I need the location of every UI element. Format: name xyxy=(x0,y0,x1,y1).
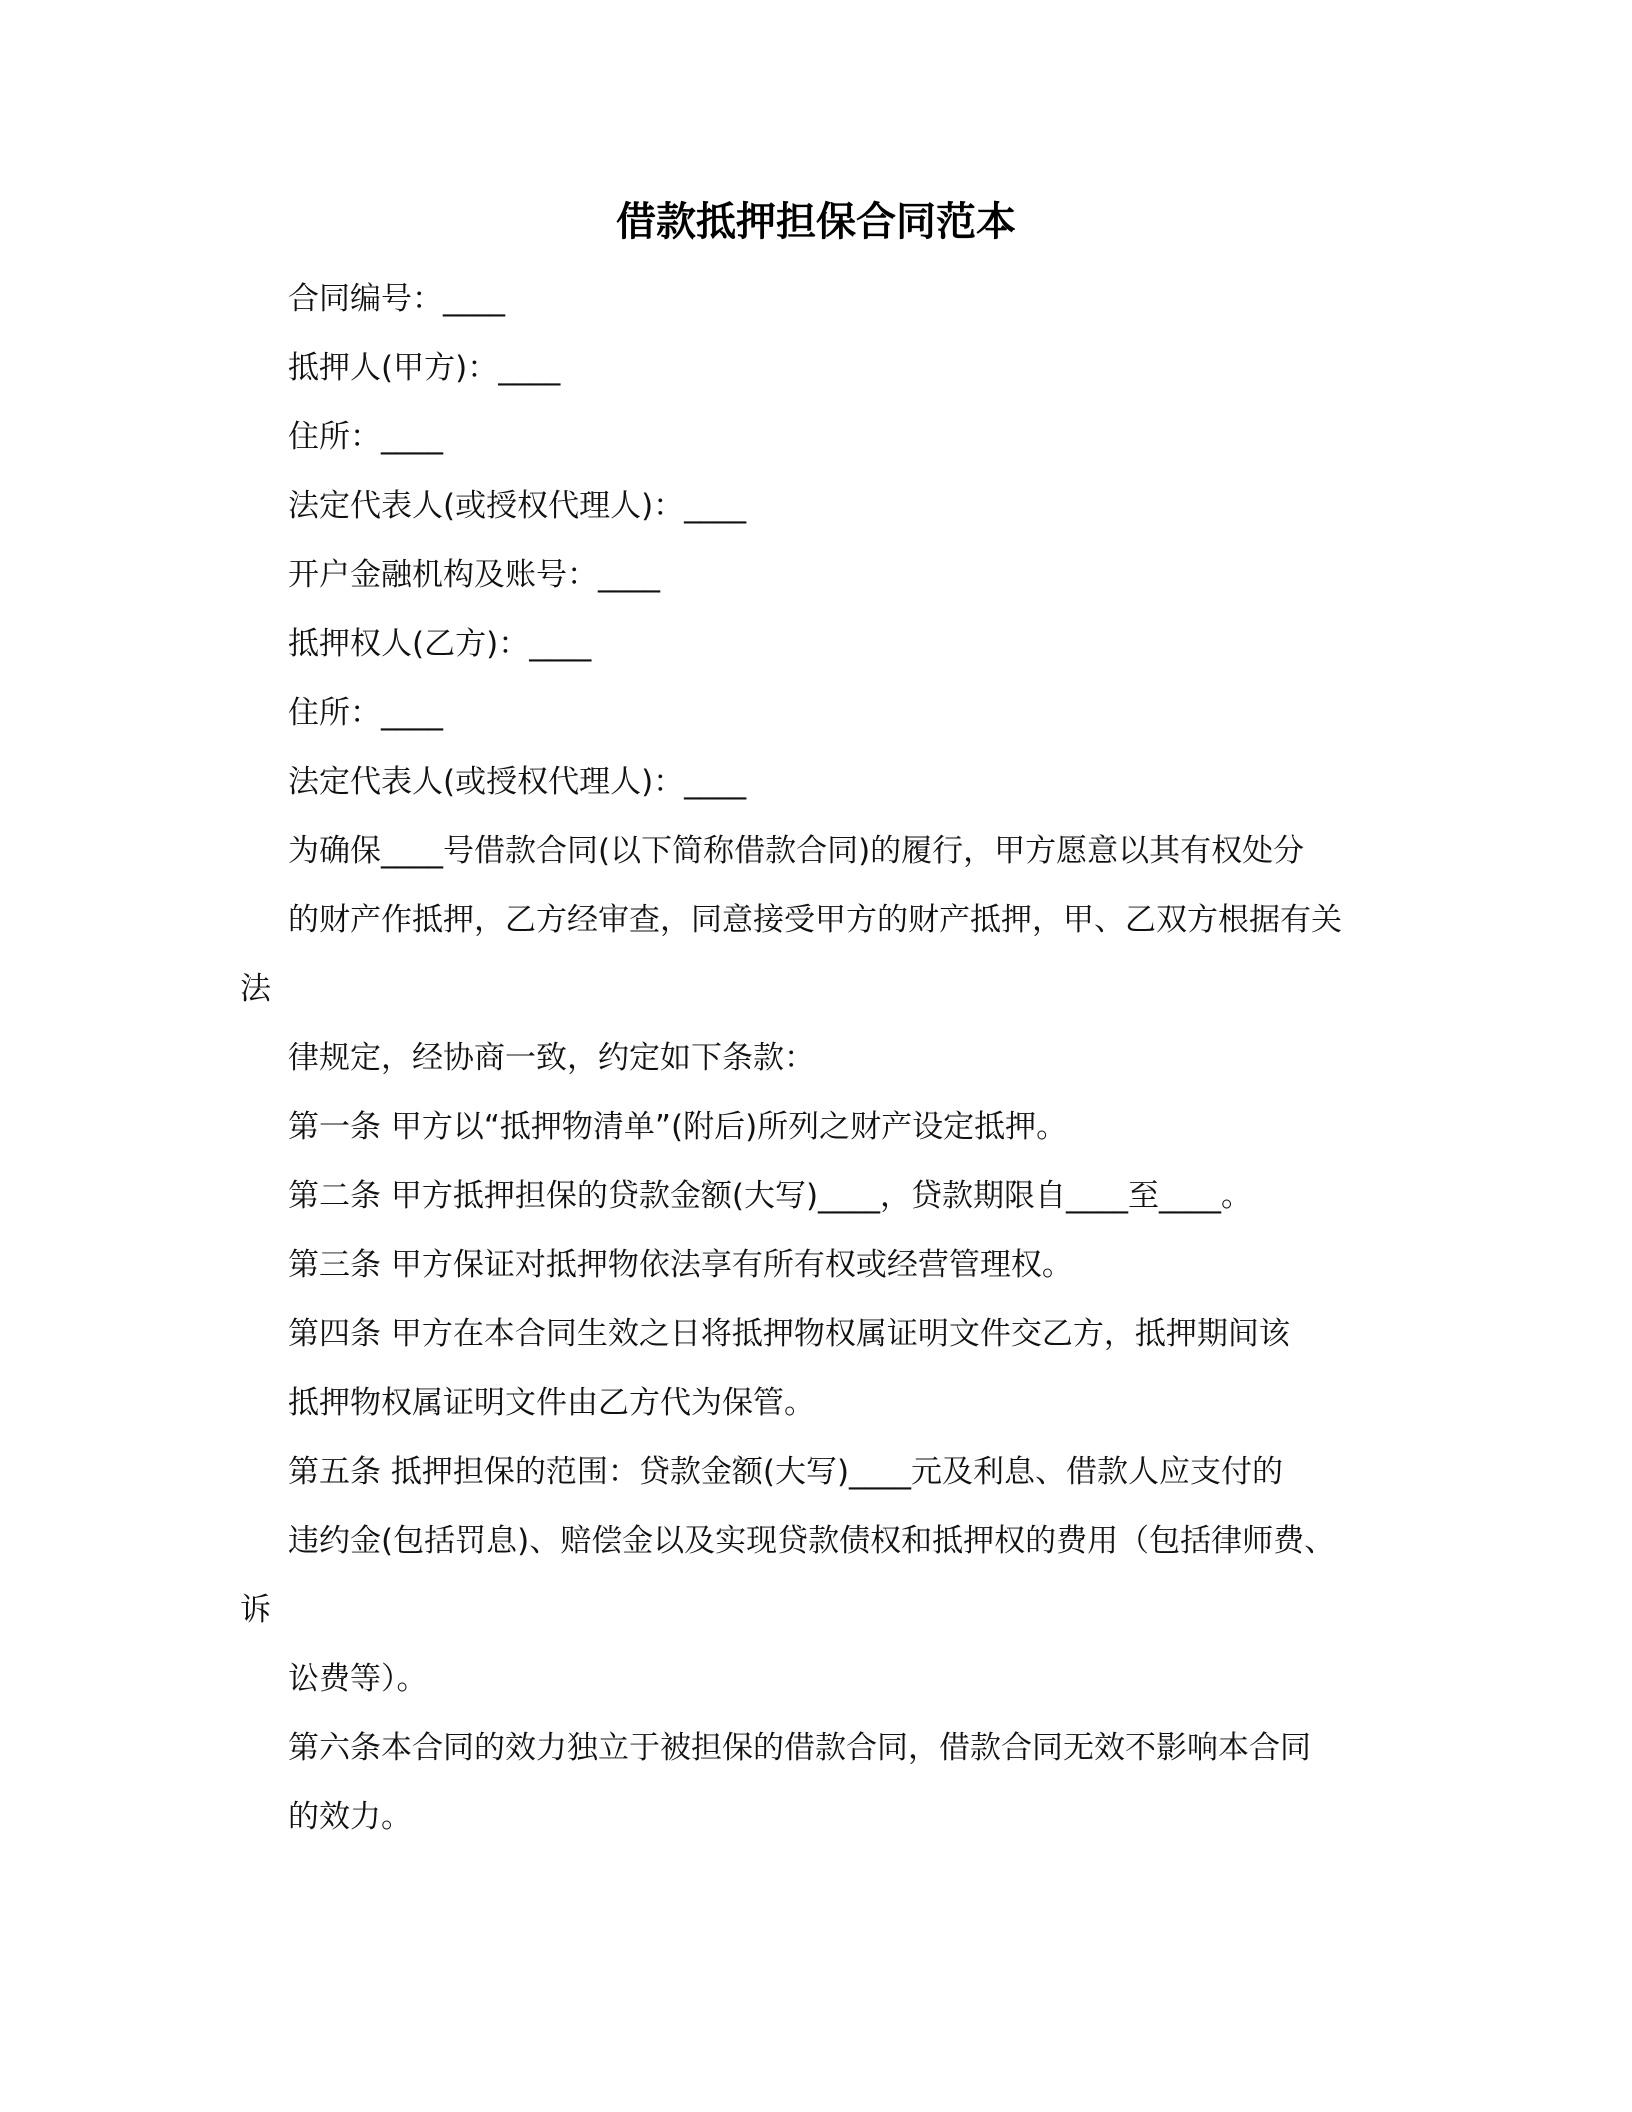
article-5-line-1: 第五条 抵押担保的范围：贷款金额(大写)____元及利息、借款人应支付的 xyxy=(288,1454,1284,1490)
article-5-line-4: 讼费等）。 xyxy=(288,1661,428,1697)
contract-number-line: 合同编号：____ xyxy=(288,281,505,317)
document-title: 借款抵押担保合同范本 xyxy=(616,199,1016,245)
bank-account-line: 开户金融机构及账号：____ xyxy=(288,557,660,593)
mortgagee-representative-line: 法定代表人(或授权代理人)：____ xyxy=(288,764,747,800)
article-4-line-2: 抵押物权属证明文件由乙方代为保管。 xyxy=(288,1385,815,1421)
mortgagor-representative-line: 法定代表人(或授权代理人)：____ xyxy=(288,488,747,524)
mortgagee-line: 抵押权人(乙方)：____ xyxy=(288,626,592,662)
article-2: 第二条 甲方抵押担保的贷款金额(大写)____，贷款期限自____至____。 xyxy=(288,1178,1253,1214)
preamble-line-3: 法 xyxy=(240,971,271,1007)
mortgagor-line: 抵押人(甲方)：____ xyxy=(288,350,561,386)
article-4-line-1: 第四条 甲方在本合同生效之日将抵押物权属证明文件交乙方，抵押期间该 xyxy=(288,1316,1290,1352)
article-3: 第三条 甲方保证对抵押物依法享有所有权或经营管理权。 xyxy=(288,1247,1073,1283)
mortgagor-address-line: 住所：____ xyxy=(288,419,443,455)
preamble-line-2: 的财产作抵押，乙方经审查，同意接受甲方的财产抵押，甲、乙双方根据有关 xyxy=(288,902,1342,938)
preamble-line-4: 律规定，经协商一致，约定如下条款： xyxy=(288,1040,815,1076)
article-1: 第一条 甲方以“抵押物清单”(附后)所列之财产设定抵押。 xyxy=(288,1109,1068,1145)
article-5-line-2: 违约金(包括罚息)、赔偿金以及实现贷款债权和抵押权的费用（包括律师费、 xyxy=(288,1523,1336,1559)
article-5-line-3: 诉 xyxy=(240,1592,271,1628)
mortgagee-address-line: 住所：____ xyxy=(288,695,443,731)
preamble-line-1: 为确保____号借款合同(以下简称借款合同)的履行，甲方愿意以其有权处分 xyxy=(288,833,1305,869)
article-6-line-2: 的效力。 xyxy=(288,1799,412,1835)
article-6-line-1: 第六条本合同的效力独立于被担保的借款合同，借款合同无效不影响本合同 xyxy=(288,1730,1311,1766)
